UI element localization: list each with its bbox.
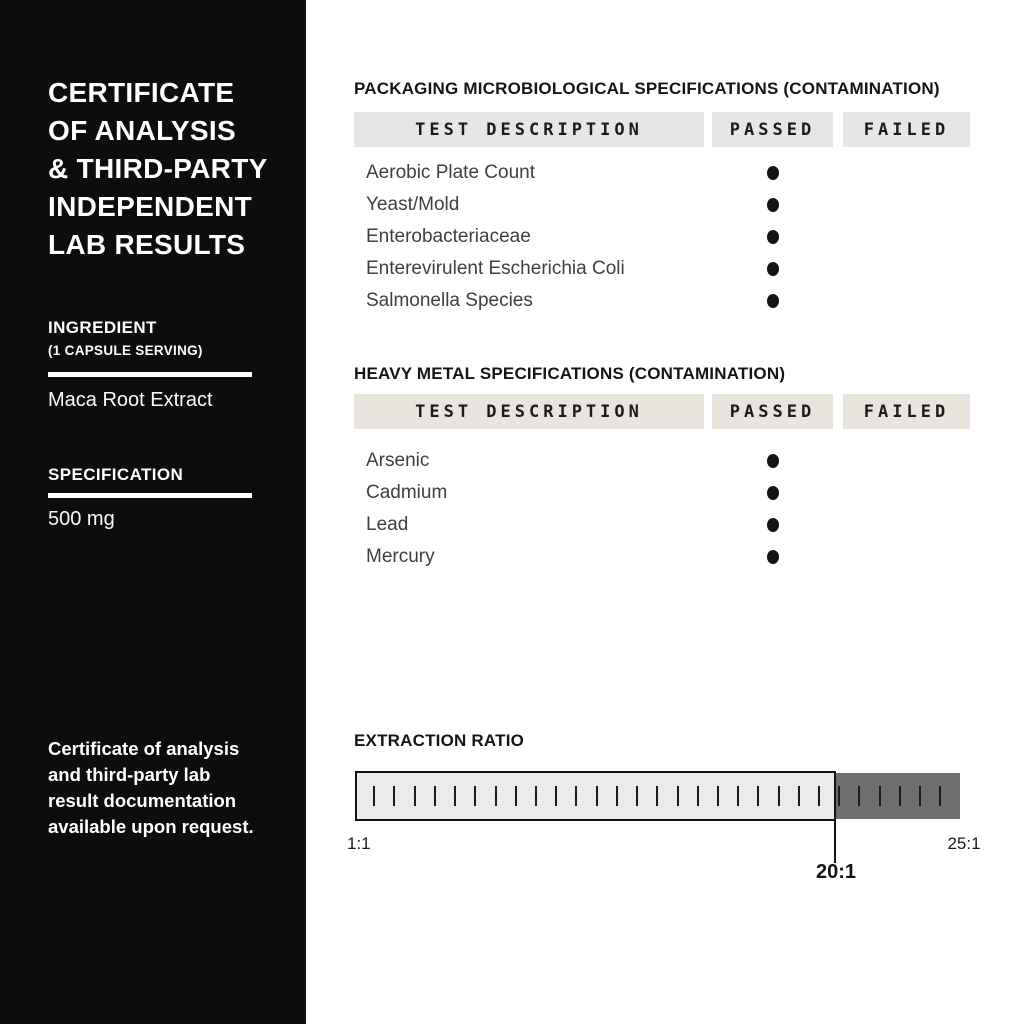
ruler-tick — [596, 786, 598, 806]
column-header-failed: FAILED — [843, 112, 970, 147]
ruler-tick — [838, 786, 840, 806]
test-description: Arsenic — [366, 450, 430, 471]
passed-cell — [712, 262, 833, 276]
column-header-test-description: TEST DESCRIPTION — [354, 112, 704, 147]
specification-label: SPECIFICATION — [48, 465, 184, 484]
test-description: Lead — [366, 514, 409, 535]
column-header-test-description: TEST DESCRIPTION — [354, 394, 704, 429]
table-row — [354, 445, 970, 477]
test-description: Mercury — [366, 546, 435, 567]
ruler-tick — [515, 786, 517, 806]
extraction-ratio-scale — [355, 771, 960, 821]
result-dot-icon — [767, 454, 779, 468]
table-row — [354, 285, 970, 317]
ruler-tick — [474, 786, 476, 806]
column-header-failed: FAILED — [843, 394, 970, 429]
footnote: Certificate of analysis and third-party lab result documentation available upon request. — [48, 738, 254, 837]
result-dot-icon — [767, 294, 779, 308]
ruler-tick — [555, 786, 557, 806]
passed-cell — [712, 230, 833, 244]
table2-header — [354, 394, 970, 429]
test-description: Enterobacteriaceae — [366, 226, 531, 247]
table-row — [354, 509, 970, 541]
ruler-tick — [616, 786, 618, 806]
table-row — [354, 253, 970, 285]
table-row — [354, 221, 970, 253]
ruler-tick — [535, 786, 537, 806]
table-row — [354, 157, 970, 189]
ruler-tick — [939, 786, 941, 806]
ruler-tick — [757, 786, 759, 806]
ruler-tick — [656, 786, 658, 806]
result-dot-icon — [767, 198, 779, 212]
ratio-value-label: 20:1 — [815, 861, 857, 883]
divider — [48, 372, 252, 377]
ruler-tick — [454, 786, 456, 806]
ruler-tick — [636, 786, 638, 806]
column-header-passed: PASSED — [712, 112, 833, 147]
extraction-ratio-title: EXTRACTION RATIO — [354, 731, 525, 750]
specification-value: 500 mg — [48, 508, 115, 530]
result-dot-icon — [767, 166, 779, 180]
result-dot-icon — [767, 230, 779, 244]
test-description: Cadmium — [366, 482, 448, 503]
passed-cell — [712, 550, 833, 564]
ingredient-label: INGREDIENT — [48, 318, 157, 337]
column-header-passed: PASSED — [712, 394, 833, 429]
table-row — [354, 541, 970, 573]
divider — [48, 493, 252, 498]
test-description: Salmonella Species — [366, 290, 533, 311]
sidebar — [0, 0, 306, 1024]
passed-cell — [712, 294, 833, 308]
ruler-tick — [818, 786, 820, 806]
ratio-value-pointer — [834, 771, 836, 863]
table-row — [354, 477, 970, 509]
ruler-tick — [798, 786, 800, 806]
passed-cell — [712, 454, 833, 468]
ruler-tick — [879, 786, 881, 806]
ruler-tick — [697, 786, 699, 806]
ruler-tick — [858, 786, 860, 806]
table2-title: HEAVY METAL SPECIFICATIONS (CONTAMINATION) — [354, 364, 786, 383]
ruler-tick — [778, 786, 780, 806]
test-description: Enterevirulent Escherichia Coli — [366, 258, 625, 279]
ruler-tick — [495, 786, 497, 806]
ingredient-value: Maca Root Extract — [48, 389, 213, 411]
test-description: Yeast/Mold — [366, 194, 460, 215]
result-dot-icon — [767, 262, 779, 276]
result-dot-icon — [767, 550, 779, 564]
ruler-tick — [737, 786, 739, 806]
ratio-min-label: 1:1 — [347, 834, 371, 853]
ruler-tick — [434, 786, 436, 806]
ruler-tick — [677, 786, 679, 806]
ruler-tick — [393, 786, 395, 806]
passed-cell — [712, 486, 833, 500]
result-dot-icon — [767, 486, 779, 500]
ruler-tick — [717, 786, 719, 806]
ratio-max-label: 25:1 — [947, 834, 981, 853]
passed-cell — [712, 198, 833, 212]
ruler-tick — [919, 786, 921, 806]
ruler-tick — [899, 786, 901, 806]
passed-cell — [712, 166, 833, 180]
result-dot-icon — [767, 518, 779, 532]
ratio-tick-marks — [355, 786, 960, 806]
test-description: Aerobic Plate Count — [366, 162, 535, 183]
ruler-tick — [575, 786, 577, 806]
table-row — [354, 189, 970, 221]
table2-body — [354, 445, 970, 573]
table1-header — [354, 112, 970, 147]
table1-body — [354, 157, 970, 317]
page-title: CERTIFICATE OF ANALYSIS & THIRD-PARTY INDEPENDENT LAB RESULTS — [48, 77, 268, 260]
passed-cell — [712, 518, 833, 532]
ingredient-sublabel: (1 CAPSULE SERVING) — [48, 343, 203, 358]
ruler-tick — [414, 786, 416, 806]
table1-title: PACKAGING MICROBIOLOGICAL SPECIFICATIONS (CONTAMINATION) — [354, 79, 940, 98]
ruler-tick — [373, 786, 375, 806]
